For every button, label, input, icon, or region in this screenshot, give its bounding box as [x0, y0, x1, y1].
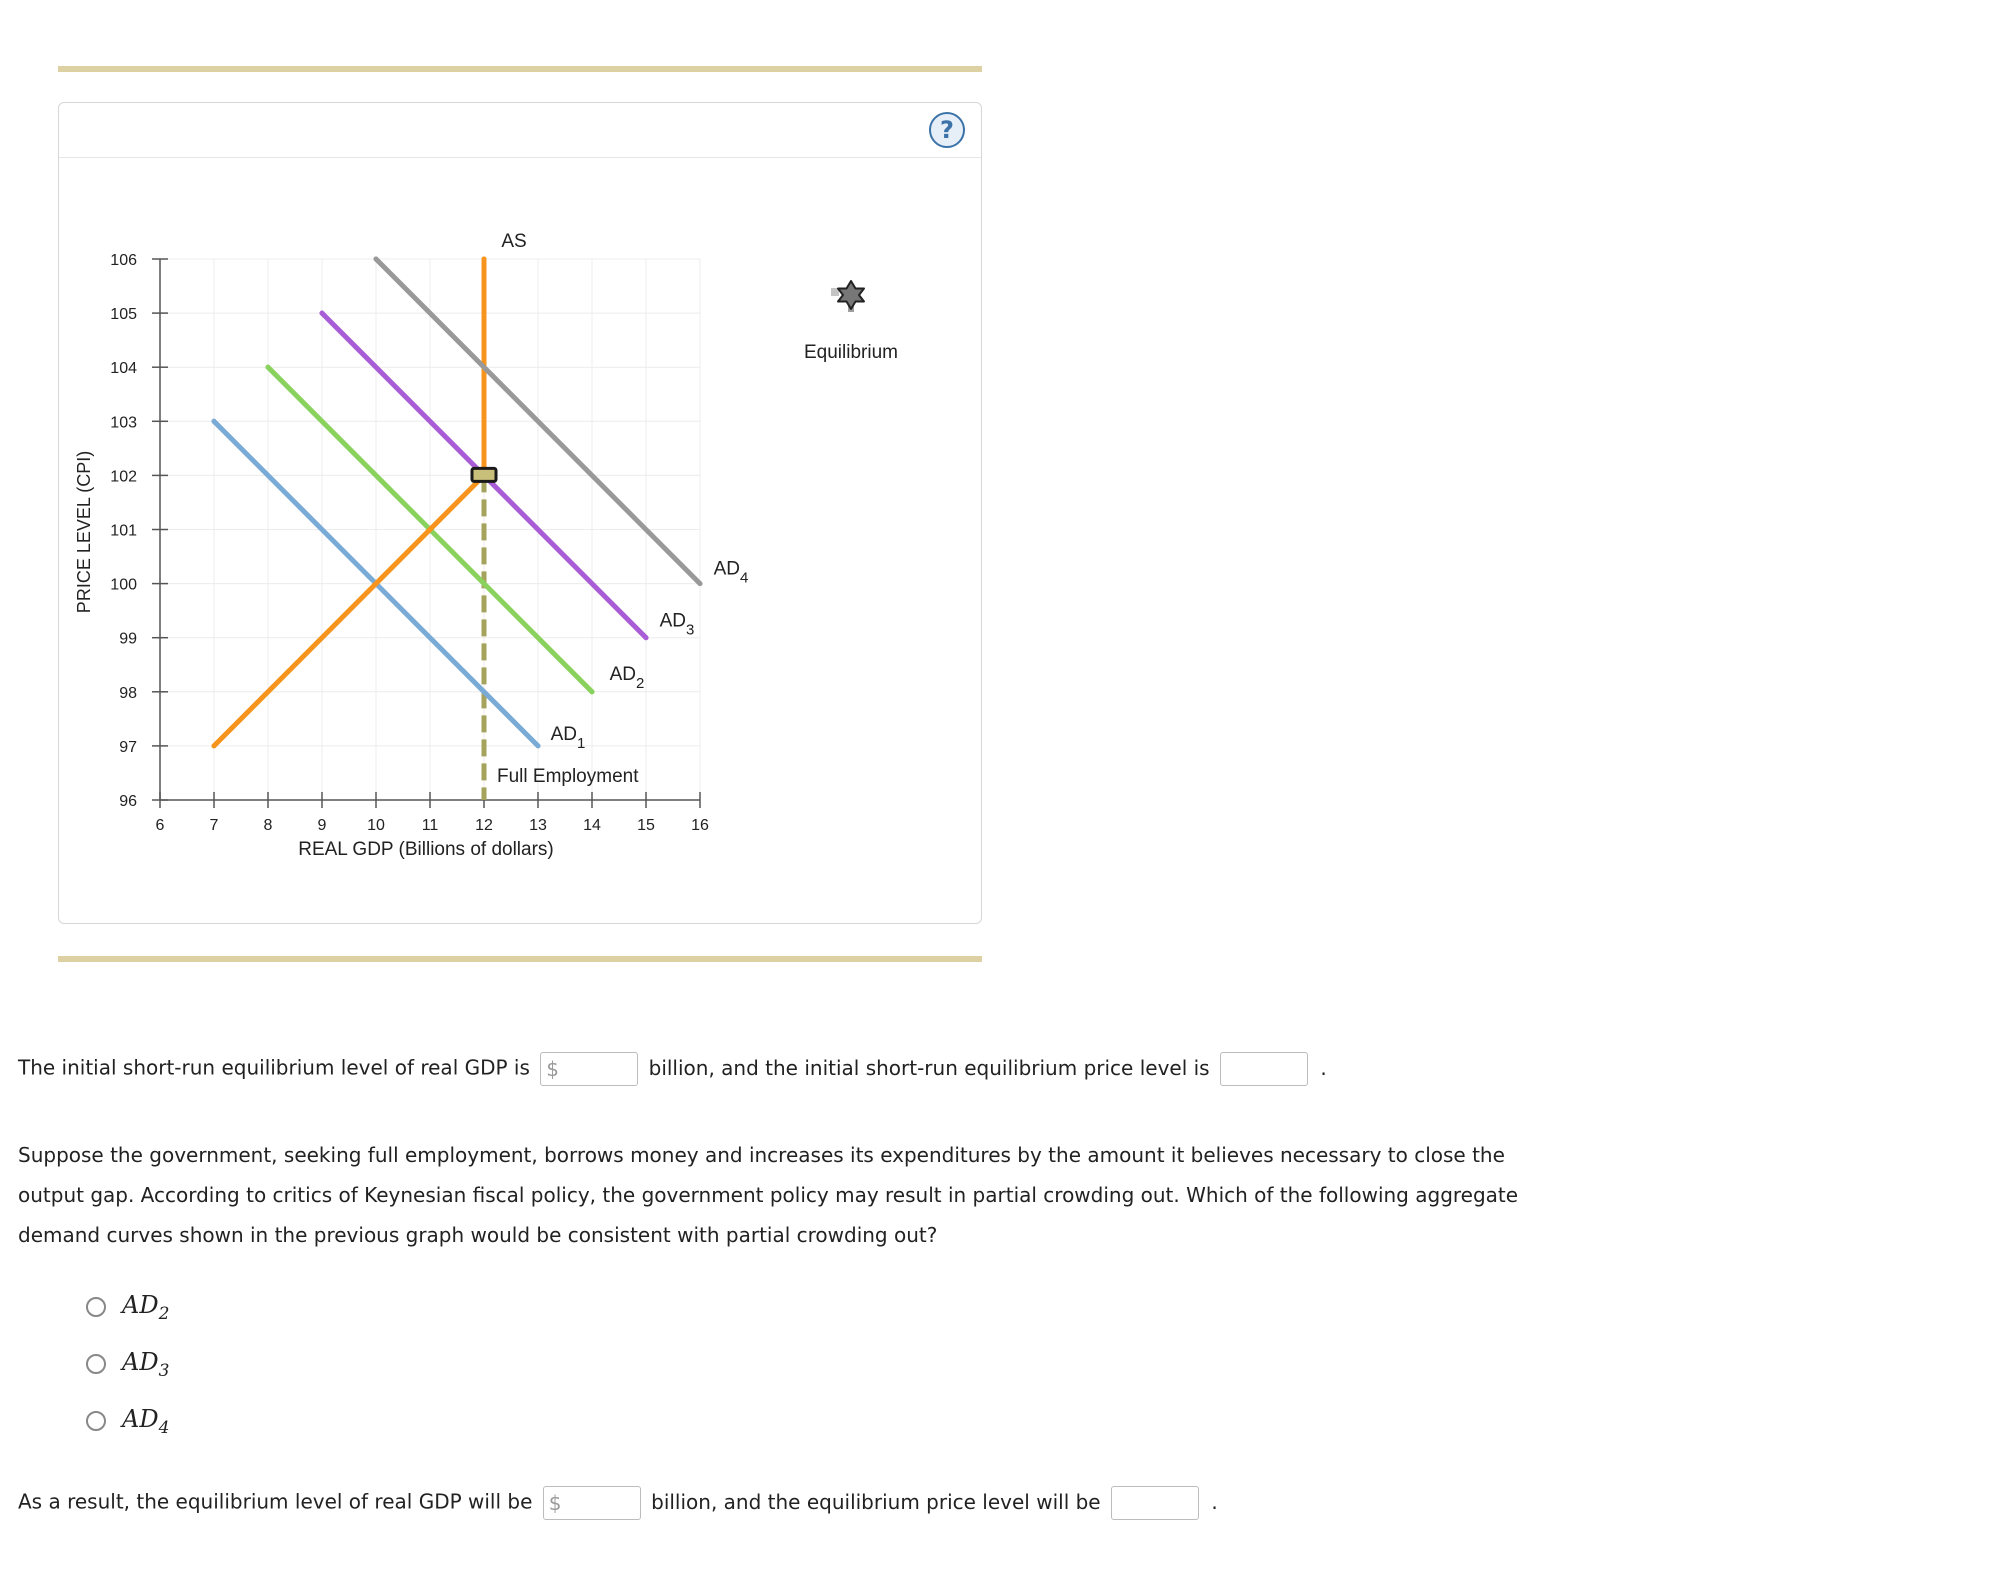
question2-end: .: [1211, 1489, 1218, 1514]
initial-gdp-input[interactable]: [540, 1052, 638, 1086]
x-tick-label: 16: [691, 817, 709, 834]
curve-label-ad1: $AD_1$: [550, 723, 586, 752]
full-employment-label: Full Employment: [497, 766, 639, 787]
curve-point: [212, 419, 217, 424]
x-tick-label: 9: [317, 817, 327, 834]
curve-point: [266, 365, 271, 370]
y-tick-label: 104: [110, 360, 137, 378]
question1-text-b: billion, and the initial short-run equilibrium price level is: [648, 1055, 1210, 1080]
option-ad2[interactable]: [86, 1290, 169, 1324]
y-axis-label: PRICE LEVEL (CPI): [74, 450, 94, 614]
curve-label-ad4: $AD_4$: [713, 558, 749, 587]
radio-button[interactable]: [86, 1297, 106, 1317]
y-tick-label: 103: [110, 414, 137, 432]
ad-as-chart[interactable]: [0, 0, 1000, 960]
x-tick-label: 8: [263, 817, 273, 834]
y-tick-label: 96: [119, 793, 137, 810]
curve-point: [320, 311, 325, 316]
x-tick-label: 10: [367, 817, 385, 834]
question1-end: .: [1320, 1055, 1327, 1080]
x-tick-label: 15: [637, 817, 655, 834]
x-axis-label: REAL GDP (Billions of dollars): [298, 839, 554, 860]
result-price-input[interactable]: [1111, 1486, 1199, 1520]
option-label: $AD_3$: [122, 1347, 170, 1381]
dollar-sign: $: [548, 1491, 562, 1515]
legend-label: Equilibrium: [804, 342, 898, 363]
radio-button[interactable]: [86, 1411, 106, 1431]
help-icon[interactable]: ?: [929, 112, 965, 148]
curve-point: [374, 257, 379, 262]
x-tick-label: 14: [583, 817, 601, 834]
y-tick-label: 100: [110, 576, 137, 594]
legend-equilibrium[interactable]: [804, 281, 898, 363]
x-tick-label: 11: [421, 817, 439, 834]
option-ad4[interactable]: [86, 1404, 169, 1438]
curve-label-as: AS: [501, 231, 527, 252]
x-tick-label: 6: [155, 817, 165, 834]
curve-point: [482, 257, 487, 262]
question1-text-a: The initial short-run equilibrium level of real GDP is: [18, 1055, 530, 1080]
curve-point: [644, 635, 649, 640]
curve-point: [536, 743, 541, 748]
y-tick-label: 102: [110, 468, 137, 486]
initial-price-input[interactable]: [1220, 1052, 1308, 1086]
y-tick-label: 97: [119, 738, 137, 756]
curve-label-ad3: $AD_3$: [659, 610, 695, 639]
result-gdp-input[interactable]: [543, 1486, 641, 1520]
y-tick-label: 99: [119, 630, 137, 648]
y-tick-label: 105: [110, 306, 137, 324]
curve-as[interactable]: [214, 259, 484, 746]
bottom-divider: [58, 956, 982, 962]
x-tick-label: 7: [209, 817, 219, 834]
curve-point: [698, 581, 703, 586]
question1-row: [18, 1052, 1327, 1086]
option-ad3[interactable]: [86, 1347, 169, 1381]
curve-label-ad2: $AD_2$: [609, 663, 645, 692]
y-tick-label: 106: [110, 252, 137, 269]
curve-point: [590, 689, 595, 694]
x-tick-label: 12: [475, 817, 493, 834]
option-label: $AD_2$: [122, 1290, 170, 1324]
curve-point: [212, 743, 217, 748]
question2-text-a: As a result, the equilibrium level of real GDP will be: [18, 1489, 533, 1514]
crowding-out-paragraph: Suppose the government, seeking full employment, borrows money and increases its expenditures by the amount it believes necessary to close the output gap. According to critics of Keynesian fiscal policy, the government policy may result in partial crowding out. Which of the following aggregate demand curves shown in the previous graph would be consistent with partial crowding out?: [18, 1143, 1519, 1247]
equilibrium-marker[interactable]: [472, 468, 496, 481]
question2-row: [18, 1486, 1218, 1520]
option-label: $AD_4$: [122, 1404, 170, 1438]
y-tick-label: 101: [110, 522, 137, 540]
question2-text-b: billion, and the equilibrium price level will be: [651, 1489, 1101, 1514]
x-tick-label: 13: [529, 817, 547, 834]
dollar-sign: $: [546, 1057, 559, 1081]
equilibrium-star-icon: [838, 281, 864, 309]
radio-button[interactable]: [86, 1354, 106, 1374]
y-tick-label: 98: [119, 684, 137, 702]
